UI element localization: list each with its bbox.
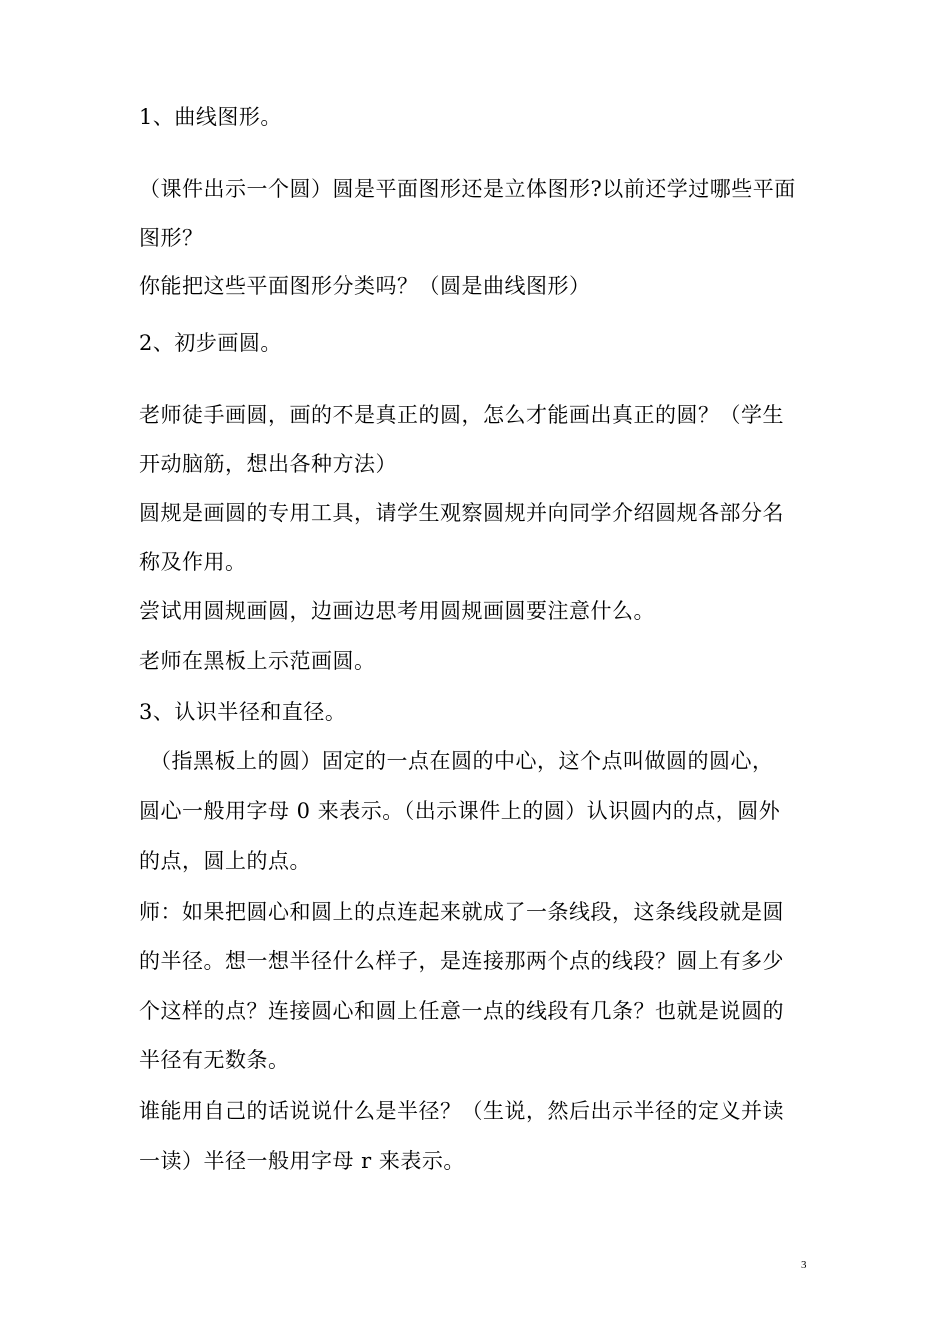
- paragraph-line: 的半径。想一想半径什么样子，是连接那两个点的线段？圆上有多少: [139, 949, 784, 973]
- paragraph-line: 开动脑筋，想出各种方法）: [139, 452, 397, 476]
- paragraph-line: 个这样的点？连接圆心和圆上任意一点的线段有几条？也就是说圆的: [139, 999, 784, 1023]
- paragraph-line: 尝试用圆规画圆，边画边思考用圆规画圆要注意什么。: [139, 599, 655, 623]
- paragraph-line: 的点，圆上的点。: [139, 849, 311, 873]
- paragraph-line: 一读）半径一般用字母 r 来表示。: [139, 1149, 465, 1173]
- section-heading-drawing-circles: 2、初步画圆。: [139, 331, 282, 355]
- paragraph-line: （课件出示一个圆）圆是平面图形还是立体图形?以前还学过哪些平面: [139, 177, 796, 201]
- paragraph-line: 圆心一般用字母 0 来表示。（出示课件上的圆）认识圆内的点，圆外: [139, 799, 781, 823]
- paragraph-line: 你能把这些平面图形分类吗？（圆是曲线图形）: [139, 274, 591, 298]
- paragraph-line: 老师徒手画圆，画的不是真正的圆，怎么才能画出真正的圆？（学生: [139, 403, 784, 427]
- paragraph-line: 称及作用。: [139, 550, 247, 574]
- section-heading-radius-diameter: 3、认识半径和直径。: [139, 700, 347, 724]
- section-heading-curve-shapes: 1、曲线图形。: [139, 105, 282, 129]
- paragraph-line: 老师在黑板上示范画圆。: [139, 649, 376, 673]
- paragraph-line: （指黑板上的圆）固定的一点在圆的中心，这个点叫做圆的圆心，: [150, 749, 774, 773]
- paragraph-line: 谁能用自己的话说说什么是半径？（生说，然后出示半径的定义并读: [139, 1099, 784, 1123]
- paragraph-line: 圆规是画圆的专用工具，请学生观察圆规并向同学介绍圆规各部分名: [139, 501, 784, 525]
- page-number: 3: [801, 1259, 807, 1271]
- paragraph-line: 半径有无数条。: [139, 1048, 290, 1072]
- paragraph-line: 师：如果把圆心和圆上的点连起来就成了一条线段，这条线段就是圆: [139, 900, 784, 924]
- paragraph-line: 图形？: [139, 226, 204, 250]
